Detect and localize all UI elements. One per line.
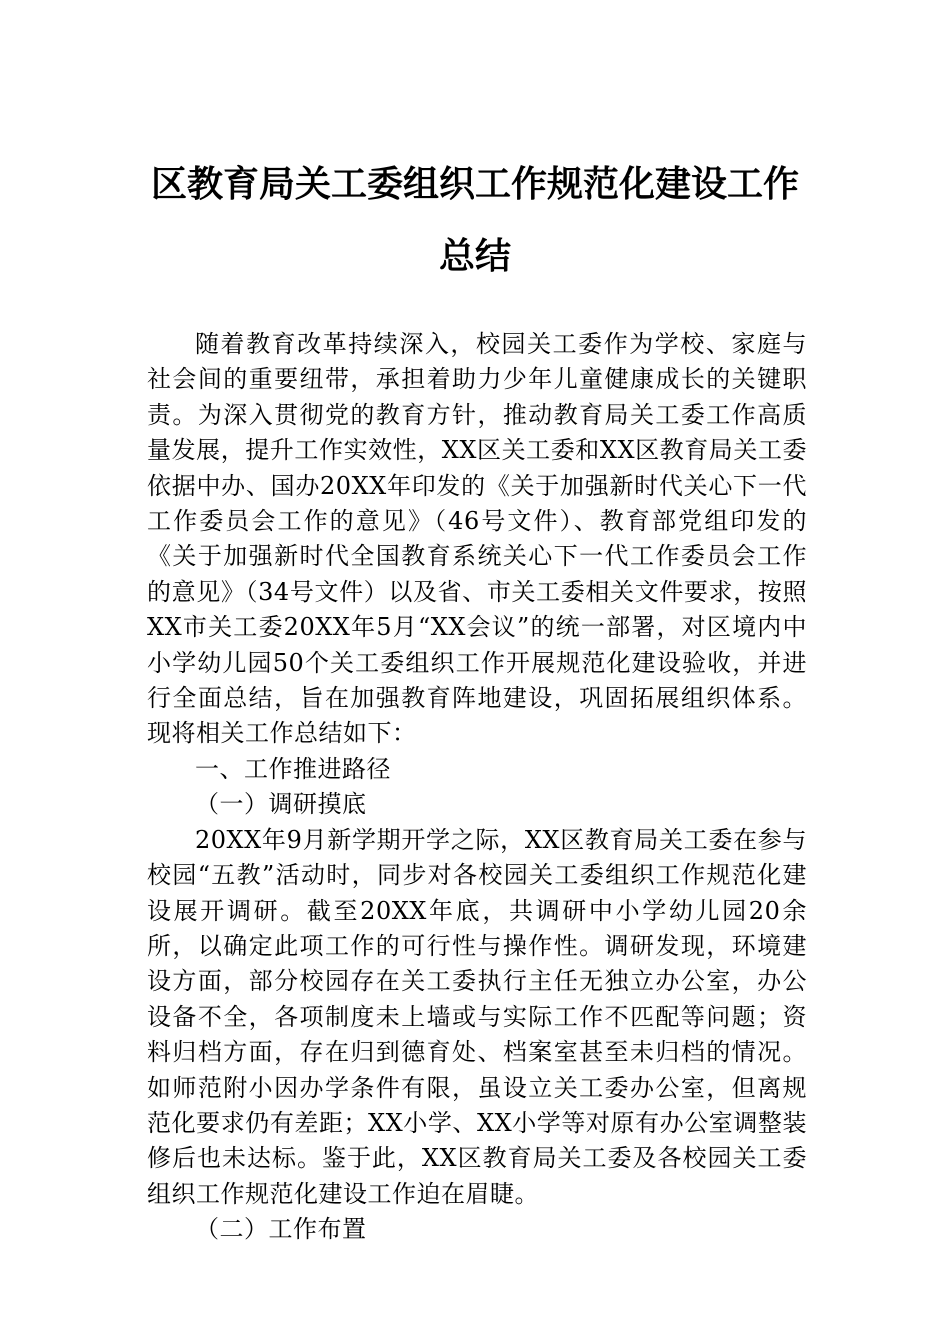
subsection-heading: （一）调研摸底	[195, 790, 367, 819]
intro-paragraph: 随着教育改革持续深入，校园关工委作为学校、家庭与社会间的重要纽带，承担着助力少年儿童健康成长的关键职责。为深入贯彻党的教育方针，推动教育局关工委工作高质量发展，提升工作实效性，XX区关工委和XX区教育局关工委依据中办、国办20XX年印发的《关于加强新时代关心下一代工作委员会工作的意见》（46号文件）、教育部党组印发的《关于加强新时代全国教育系统关心下一代工作委员会工作的意见》（34号文件）以及省、市关工委相关文件要求，按照XX市关工委20XX年5月“XX会议”的统一部署，对区境内中小学幼儿园50个关工委组织工作开展规范化建设验收，并进行全面总结，旨在加强教育阵地建设，巩固拓展组织体系。现将相关工作总结如下：	[147, 330, 807, 748]
subsection-paragraph: 20XX年9月新学期开学之际，XX区教育局关工委在参与校园“五教”活动时，同步对各校园关工委组织工作规范化建设展开调研。截至20XX年底，共调研中小学幼儿园20余所，以确定此项工作的可行性与操作性。调研发现，环境建设方面，部分校园存在关工委执行主任无独立办公室，办公设备不全，各项制度未上墙或与实际工作不匹配等问题；资料归档方面，存在归到德育处、档案室甚至未归档的情况。如师范附小因办学条件有限，虽设立关工委办公室，但离规范化要求仍有差距；XX小学、XX小学等对原有办公室调整装修后也未达标。鉴于此，XX区教育局关工委及各校园关工委组织工作规范化建设工作迫在眉睫。	[147, 825, 807, 1208]
document-title-line1: 区教育局关工委组织工作规范化建设工作	[150, 163, 799, 205]
subsection-heading: （二）工作布置	[195, 1215, 367, 1244]
document-body	[147, 327, 807, 1248]
document-title-line2: 总结	[438, 235, 511, 277]
section-heading: 一、工作推进路径	[195, 754, 391, 783]
